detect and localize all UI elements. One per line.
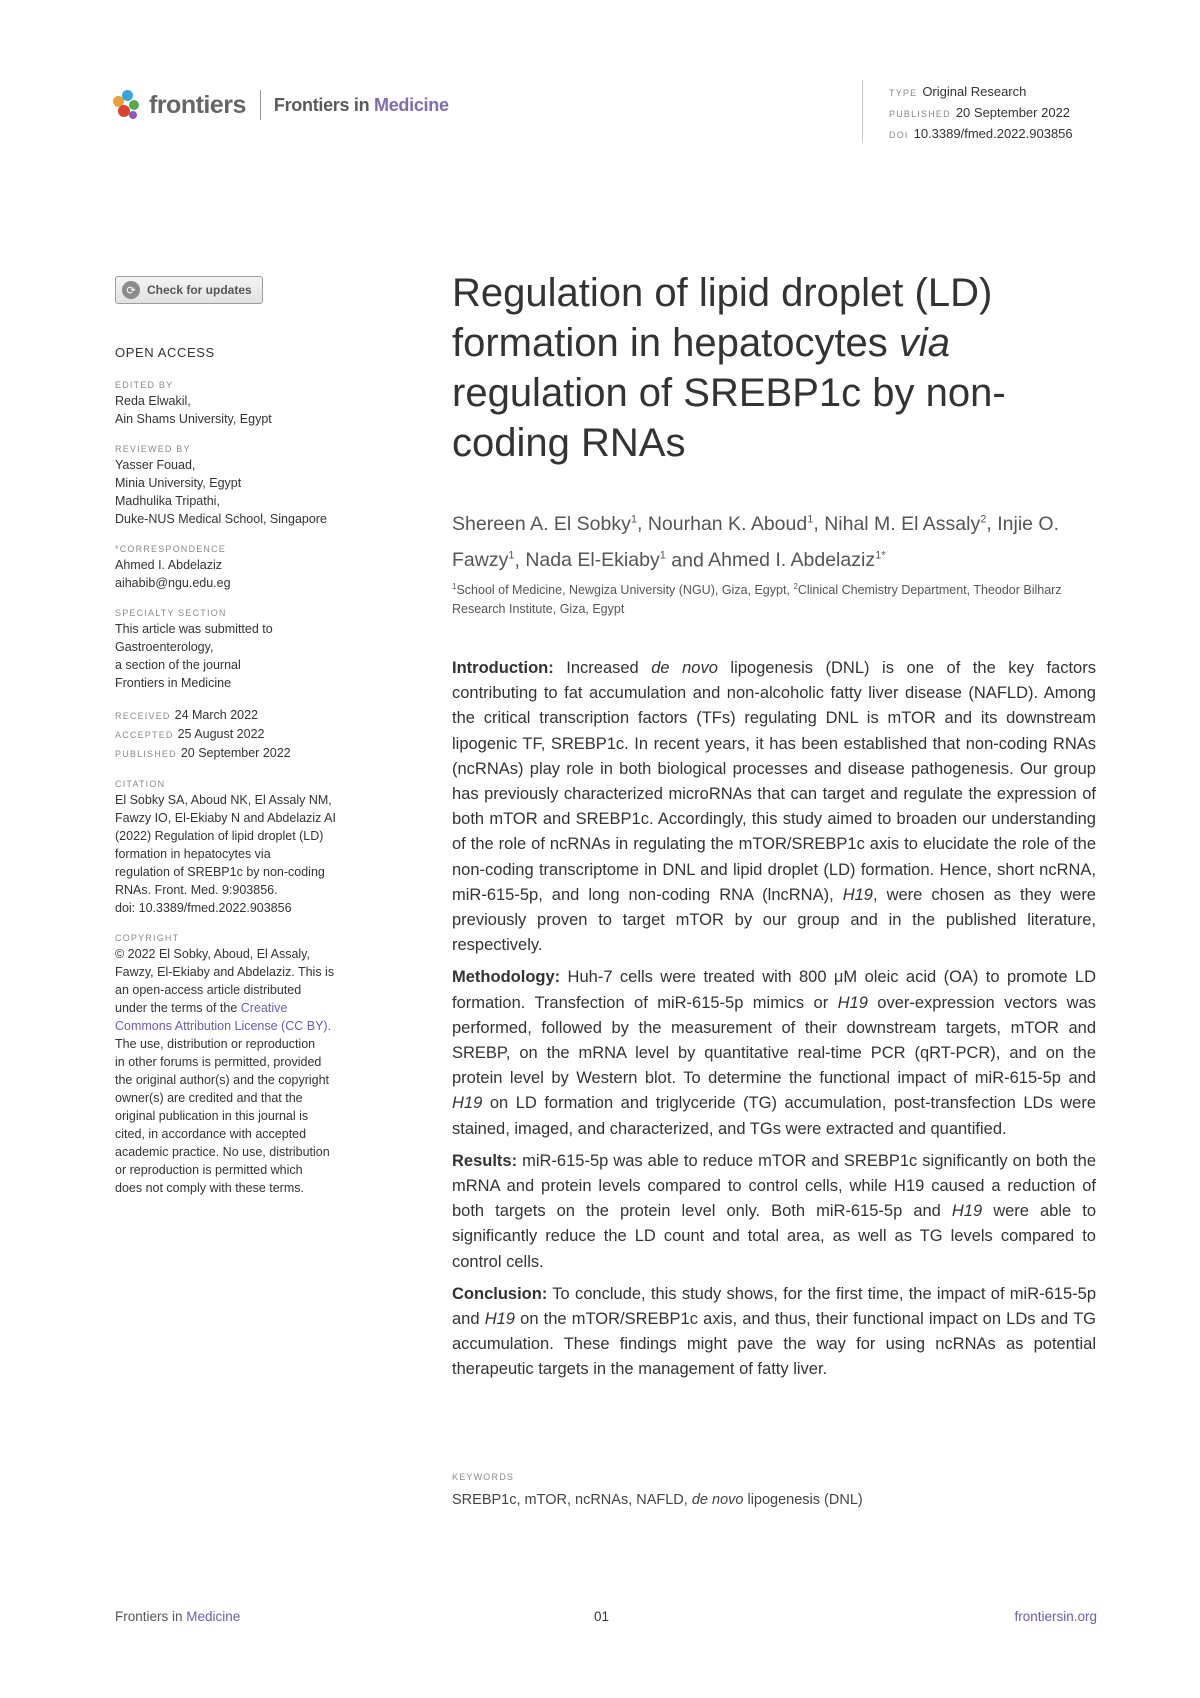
copyright-line: © 2022 El Sobky, Aboud, El Assaly, xyxy=(115,947,310,961)
reviewed-by-section xyxy=(115,442,375,528)
specialty-line: This article was submitted to xyxy=(115,622,273,636)
reviewer-line: Minia University, Egypt xyxy=(115,476,242,490)
author[interactable]: Nada El-Ekiaby$^1$ xyxy=(525,549,666,571)
type-label: TYPE xyxy=(889,88,918,98)
specialty-line: Gastroenterology, xyxy=(115,640,214,654)
abstract-results: Results: miR-615-5p was able to reduce mTOR and SREBP1c significantly on both the mRNA and protein levels compared to control cells, while H19 caused a reduction of both targets on the protein level only. Both miR-615-5p and H19 were able to significantly reduce the LD count and total area, as well as TG levels compared to control cells. xyxy=(452,1151,1096,1271)
edited-by-section xyxy=(115,378,375,428)
author[interactable]: Nihal M. El Assaly$^2$ xyxy=(824,512,987,535)
specialty-section xyxy=(115,606,375,692)
citation-line: RNAs. Front. Med. 9:903856. xyxy=(115,883,278,897)
keywords: SREBP1c, mTOR, ncRNAs, NAFLD, de novo lipogenesis (DNL) xyxy=(452,1492,863,1508)
copyright-line: the original author(s) and the copyright xyxy=(115,1073,330,1087)
footer-site-link[interactable]: frontiersin.org xyxy=(1014,1609,1097,1624)
accepted-date: 25 August 2022 xyxy=(177,727,265,741)
affiliations: $^1$School of Medicine, Newgiza University (NGU), Giza, Egypt, $^2$Clinical Chemistry Department, Theodor Bilharz Research Institute, Giza, Egypt xyxy=(452,582,1062,617)
copyright-line: under the terms of the xyxy=(115,1001,241,1015)
footer-journal-link[interactable]: Frontiers in Medicine xyxy=(115,1609,241,1624)
copyright-line: does not comply with these terms. xyxy=(115,1181,304,1195)
received-date: 24 March 2022 xyxy=(174,708,259,722)
citation-line: regulation of SREBP1c by non-coding xyxy=(115,865,325,879)
sidebar xyxy=(115,344,375,1211)
abstract-conclusion: Conclusion: To conclude, this study shows, for the first time, the impact of miR-615-5p and H19 on the mTOR/SREBP1c axis, and thus, their functional impact on LDs and TG accumulation. These findings might pave the way for using ncRNAs as potential therapeutic targets in the management of fatty liver. xyxy=(452,1284,1096,1379)
type-value: Original Research xyxy=(922,84,1027,99)
accepted-label: ACCEPTED xyxy=(115,730,174,740)
author[interactable]: Injie O. Fawzy$^1$ xyxy=(452,512,1059,571)
frontiers-logo-icon xyxy=(113,90,143,120)
edited-by-label: EDITED BY xyxy=(115,380,174,390)
editor-line: Reda Elwakil, xyxy=(115,394,191,408)
author[interactable]: Nourhan K. Aboud$^1$ xyxy=(647,512,814,535)
abstract-introduction: Introduction: Increased de novo lipogenesis (DNL) is one of the key factors contributing to fat accumulation and non-alcoholic fatty liver disease (NAFLD). Among the critical transcription factors (TFs) regulating DNL is mTOR and its downstream lipogenic TF, SREBP1c. In recent years, it has been established that non-coding RNAs (ncRNAs) play role in both biological processes and disease pathogenesis. Our group has previously characterized microRNAs that can target and regulate the expression of both mTOR and SREBP1c. Accordingly, this study aimed to broaden our understanding of the role of ncRNAs in regulating the mTOR/SREBP1c axis to elucidate the role of the non-coding transcriptome in DNL and lipid droplet (LD) formation. Hence, short ncRNA, miR-615-5p, and long non-coding RNA (lncRNA), H19, were chosen as they were previously proven to target mTOR by our group and in the published literature, respectively. xyxy=(452,659,1096,955)
citation-label: CITATION xyxy=(115,779,166,789)
copyright-line: or reproduction is permitted which xyxy=(115,1163,303,1177)
frontiers-logo[interactable] xyxy=(113,90,449,120)
keywords-label: KEYWORDS xyxy=(452,1472,515,1482)
reviewer-line: Yasser Fouad, xyxy=(115,458,196,472)
abstract xyxy=(452,656,1096,1390)
specialty-line: a section of the journal xyxy=(115,658,241,672)
published-label: PUBLISHED xyxy=(889,109,951,119)
specialty-label: SPECIALTY SECTION xyxy=(115,608,227,618)
doi-link[interactable]: 10.3389/fmed.2022.903856 xyxy=(913,126,1073,141)
refresh-icon: ⟳ xyxy=(122,281,140,299)
citation-line: El Sobky SA, Aboud NK, El Assaly NM, xyxy=(115,793,332,807)
journal-name: Frontiers in Medicine xyxy=(273,94,449,115)
copyright-line: owner(s) are credited and that the xyxy=(115,1091,303,1105)
page-number: 01 xyxy=(594,1609,610,1624)
author[interactable]: Ahmed I. Abdelaziz$^{1*}$ xyxy=(708,549,886,571)
citation-section xyxy=(115,777,375,917)
copyright-line: academic practice. No use, distribution xyxy=(115,1145,330,1159)
license-link[interactable]: Creative xyxy=(240,1001,288,1015)
copyright-line: original publication in this journal is xyxy=(115,1109,309,1123)
specialty-line: Frontiers in Medicine xyxy=(115,676,232,690)
abstract-methodology: Methodology: Huh-7 cells were treated with 800 μM oleic acid (OA) to promote LD formation. Transfection of miR-615-5p mimics or H19 over-expression vectors was performed, followed by the measurement of their downstream targets, mTOR and SREBP, on the mRNA level by quantitative real-time PCR (qRT-PCR), and on the protein level by Western blot. To determine the functional impact of miR-615-5p and H19 on LD formation and triglyceride (TG) accumulation, post-transfection LDs were stained, imaged, and characterized, and TGs were extracted and quantified. xyxy=(452,968,1097,1138)
article-title: Regulation of lipid droplet (LD) formation in hepatocytes via regulation of SREBP1c by non-coding RNAs xyxy=(452,271,1006,465)
copyright-line: cited, in accordance with accepted xyxy=(115,1127,307,1141)
citation-line: Fawzy IO, El-Ekiaby N and Abdelaziz AI xyxy=(115,811,336,825)
reviewer-line: Duke-NUS Medical School, Singapore xyxy=(115,512,327,526)
received-label: RECEIVED xyxy=(115,711,171,721)
editor-line: Ain Shams University, Egypt xyxy=(115,412,272,426)
license-link[interactable]: Commons Attribution License (CC BY). xyxy=(115,1019,332,1033)
copyright-section xyxy=(115,931,375,1197)
logo-divider xyxy=(260,90,261,120)
published-value: 20 September 2022 xyxy=(955,105,1071,120)
open-access-label: OPEN ACCESS xyxy=(115,345,215,360)
citation-doi-link[interactable]: doi: 10.3389/fmed.2022.903856 xyxy=(115,901,292,915)
published-date-label: PUBLISHED xyxy=(115,749,177,759)
author-list: Shereen A. El Sobky$^1$, Nourhan K. Aboud$^1$, Nihal M. El Assaly$^2$, Injie O. Fawzy$^1$, Nada El-Ekiaby$^1$ and Ahmed I. Abdelaziz$^{1*}$ xyxy=(452,512,1059,571)
dates-section xyxy=(115,706,375,763)
meta-divider xyxy=(862,80,863,142)
brand-name: frontiers xyxy=(149,90,246,119)
citation-line: (2022) Regulation of lipid droplet (LD) xyxy=(115,829,324,843)
copyright-line: The use, distribution or reproduction xyxy=(115,1037,316,1051)
correspondence-label: *CORRESPONDENCE xyxy=(115,544,227,554)
copyright-label: COPYRIGHT xyxy=(115,933,180,943)
check-for-updates-button[interactable] xyxy=(115,276,263,304)
correspondent-email[interactable]: aihabib@ngu.edu.eg xyxy=(115,576,231,590)
copyright-line: in other forums is permitted, provided xyxy=(115,1055,322,1069)
published-date: 20 September 2022 xyxy=(180,746,291,760)
copyright-line: Fawzy, El-Ekiaby and Abdelaziz. This is xyxy=(115,965,335,979)
correspondence-section xyxy=(115,542,375,592)
citation-line: formation in hepatocytes via xyxy=(115,847,271,861)
copyright-line: an open-access article distributed xyxy=(115,983,302,997)
check-for-updates-label: Check for updates xyxy=(147,283,252,297)
author[interactable]: Shereen A. El Sobky$^1$ xyxy=(452,512,637,535)
article-meta xyxy=(889,82,1073,145)
reviewer-line: Madhulika Tripathi, xyxy=(115,494,220,508)
reviewed-by-label: REVIEWED BY xyxy=(115,444,191,454)
doi-label: DOI xyxy=(889,130,909,140)
correspondent-name: Ahmed I. Abdelaziz xyxy=(115,558,223,572)
